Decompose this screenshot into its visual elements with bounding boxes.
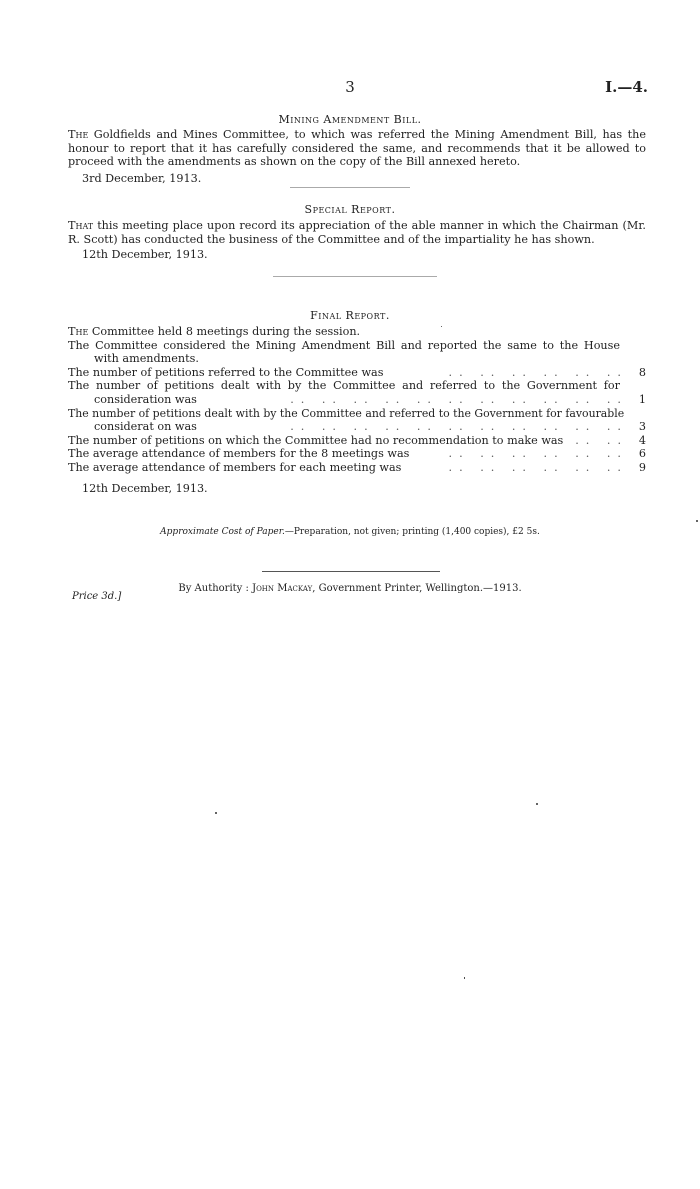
page-number: 3 <box>345 78 355 96</box>
report-item <box>68 407 646 434</box>
special-report-paragraph <box>68 219 646 246</box>
report-item-count: 9 <box>638 460 646 474</box>
special-report-lead: That <box>68 219 94 232</box>
report-item-label: The number of petitions dealt with by the Committee and referred to the Government for <box>68 379 620 393</box>
cost-of-paper <box>0 527 700 537</box>
report-item-count: 1 <box>638 392 646 406</box>
leader-dots: .. .. .. .. .. .. <box>448 447 628 461</box>
leader-dots: .. .. .. .. .. .. .. .. .. .. .. <box>290 392 628 406</box>
final-report-line: with amendments. <box>94 352 199 366</box>
authority-line: By Authority : John Mackay, Government Printer, Wellington.—1913. <box>178 583 522 594</box>
report-item <box>68 379 646 406</box>
leader-dots: .. .. <box>575 433 628 447</box>
report-item-label: The average attendance of members for each meeting was <box>68 460 402 474</box>
scan-speck <box>696 520 698 522</box>
final-report-line: The Committee held 8 meetings during the session. <box>68 325 361 338</box>
mining-amendment-text: Goldfields and Mines Committee, to which was referred the Mining Amendment Bill, has the honour to report that it has carefully considered the same, and recommends that it be allowed to proceed with the amendments as shown on the copy of the Bill annexed hereto. <box>68 128 646 169</box>
report-item-label-cont: consideration was <box>94 392 197 406</box>
report-item-label: The average attendance of members for the 8 meetings was <box>68 447 410 461</box>
report-item-label: The number of petitions on which the Committee had no recommendation to make was <box>68 433 564 447</box>
price-note: Price 3d.] <box>72 591 122 602</box>
scan-speck <box>215 812 217 814</box>
cost-text: —Preparation, not given; printing (1,400 copies), £2 5s. <box>284 527 540 537</box>
report-item <box>68 434 646 448</box>
final-report-list <box>68 325 646 475</box>
report-item-label: The number of petitions dealt with by the Committee and referred to the Government for favourable <box>68 406 625 420</box>
printer-name: John Mackay <box>252 583 313 594</box>
special-report-text: this meeting place upon record its appreciation of the able manner in which the Chairman (Mr. R. Scott) has conducted the business of the Committee and of the impartiality he has shown. <box>68 219 646 246</box>
cost-label: Approximate Cost of Paper. <box>160 527 285 537</box>
mining-amendment-lead: The <box>68 128 89 141</box>
report-item-count: 3 <box>638 420 646 434</box>
report-item-count: 8 <box>638 365 646 379</box>
final-report-date: 12th December, 1913. <box>82 482 208 495</box>
document-reference: I.—4. <box>605 78 648 96</box>
scan-speck <box>536 803 538 805</box>
report-item-label-cont: considerat on was <box>94 420 197 434</box>
scan-speck <box>441 326 442 327</box>
final-report-line: The Committee considered the Mining Amendment Bill and reported the same to the House <box>68 338 620 352</box>
report-item-count: 4 <box>638 433 646 447</box>
final-report-heading: Final Report. <box>310 309 390 322</box>
leader-dots: .. .. .. .. .. .. .. .. .. .. .. <box>290 420 628 434</box>
footer-divider <box>262 571 440 572</box>
leader-dots: .. .. .. .. .. .. <box>448 460 628 474</box>
mining-amendment-paragraph <box>68 128 646 169</box>
report-item-label: The number of petitions referred to the Committee was <box>68 365 384 379</box>
special-report-date: 12th December, 1913. <box>82 248 208 261</box>
divider <box>290 187 410 188</box>
divider <box>273 276 437 277</box>
report-item-count: 6 <box>638 447 646 461</box>
special-report-heading: Special Report. <box>304 203 396 216</box>
report-item <box>68 366 646 380</box>
scan-speck <box>464 977 465 979</box>
leader-dots: .. .. .. .. .. .. <box>448 365 628 379</box>
mining-amendment-date: 3rd December, 1913. <box>82 172 202 185</box>
report-item <box>68 461 646 475</box>
report-item <box>68 447 646 461</box>
mining-amendment-heading: Mining Amendment Bill. <box>278 113 422 126</box>
